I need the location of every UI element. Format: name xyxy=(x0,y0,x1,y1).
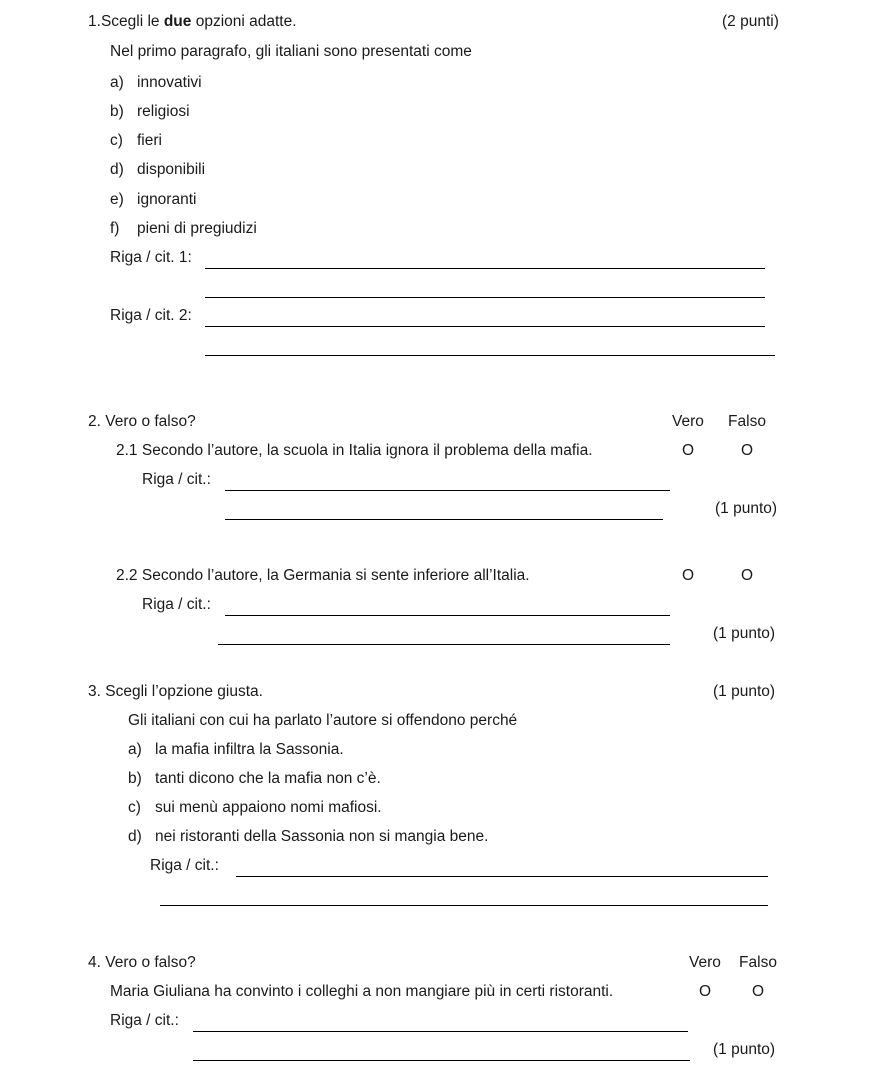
question-3-citation-line-2[interactable] xyxy=(160,905,768,906)
question-4-citation-label: Riga / cit.: xyxy=(110,1012,179,1029)
question-4-marker-falso[interactable]: O xyxy=(751,983,765,1000)
question-1-citation-2-label: Riga / cit. 2: xyxy=(110,307,192,324)
question-3-option-d-text[interactable]: nei ristoranti della Sassonia non si mangia bene. xyxy=(155,828,489,845)
question-2-2-text: Secondo l’autore, la Germania si sente inferiore all’Italia. xyxy=(141,567,530,584)
question-2-number: 2. xyxy=(88,413,101,430)
question-1-option-c-text[interactable]: fieri xyxy=(137,132,162,149)
question-1-option-a-letter[interactable]: a) xyxy=(110,74,124,91)
question-2-2-citation-line-2[interactable] xyxy=(218,644,670,645)
question-4-heading xyxy=(88,953,196,972)
question-2-1-citation-line-2[interactable] xyxy=(225,519,663,520)
question-2-2-points: (1 punto) xyxy=(713,625,776,642)
question-1-option-f-text[interactable]: pieni di pregiudizi xyxy=(137,220,257,237)
question-4-column-header-falso: Falso xyxy=(739,954,777,971)
question-4-number: 4. xyxy=(88,954,101,971)
question-2-2-number: 2.2 xyxy=(116,567,138,584)
question-4-citation-line-1[interactable] xyxy=(193,1031,688,1032)
question-1-citation-1-line-1[interactable] xyxy=(205,268,765,269)
question-1-option-e-text[interactable]: ignoranti xyxy=(137,191,197,208)
question-3-heading xyxy=(88,682,263,701)
question-1-option-a-text[interactable]: innovativi xyxy=(137,74,202,91)
question-1-option-d-letter[interactable]: d) xyxy=(110,161,124,178)
question-2-2-citation-label: Riga / cit.: xyxy=(142,596,211,613)
question-2-1-marker-vero[interactable]: O xyxy=(681,442,695,459)
question-4-statement: Maria Giuliana ha convinto i colleghi a non mangiare più in certi ristoranti. xyxy=(110,983,614,1000)
question-1-number: 1. xyxy=(88,13,101,30)
question-1-option-f-letter[interactable]: f) xyxy=(110,220,120,237)
question-3-option-c-text[interactable]: sui menù appaiono nomi mafiosi. xyxy=(155,799,382,816)
question-2-2-citation-line-1[interactable] xyxy=(225,615,670,616)
question-4-column-header-vero: Vero xyxy=(689,954,721,971)
question-3-prompt: Scegli l’opzione giusta. xyxy=(105,683,263,700)
question-1-option-d-text[interactable]: disponibili xyxy=(137,161,206,178)
question-2-prompt: Vero o falso? xyxy=(105,413,196,430)
question-1-intro: Nel primo paragrafo, gli italiani sono presentati come xyxy=(110,43,472,60)
question-4-prompt: Vero o falso? xyxy=(105,954,196,971)
question-2-column-header-vero: Vero xyxy=(672,413,704,430)
question-1-points: (2 punti) xyxy=(722,13,779,30)
question-1-option-b-text[interactable]: religiosi xyxy=(137,103,190,120)
question-3-option-d-letter[interactable]: d) xyxy=(128,828,142,845)
question-3-citation-label: Riga / cit.: xyxy=(150,857,219,874)
question-3-option-b-text[interactable]: tanti dicono che la mafia non c’è. xyxy=(155,770,381,787)
question-3-option-a-letter[interactable]: a) xyxy=(128,741,142,758)
question-1-option-c-letter[interactable]: c) xyxy=(110,132,123,149)
question-2-column-header-falso: Falso xyxy=(728,413,766,430)
question-1-citation-1-label: Riga / cit. 1: xyxy=(110,249,192,266)
question-2-1-marker-falso[interactable]: O xyxy=(740,442,754,459)
question-3-number: 3. xyxy=(88,683,101,700)
question-1-prompt-after: opzioni adatte. xyxy=(191,13,297,30)
question-3-citation-line-1[interactable] xyxy=(236,876,768,877)
question-4-points: (1 punto) xyxy=(713,1041,776,1058)
question-1-prompt-before: Scegli le xyxy=(100,13,164,30)
question-1-citation-2-line-1[interactable] xyxy=(205,326,765,327)
question-4-marker-vero[interactable]: O xyxy=(698,983,712,1000)
question-3-option-b-letter[interactable]: b) xyxy=(128,770,142,787)
question-3-option-a-text[interactable]: la mafia infiltra la Sassonia. xyxy=(155,741,344,758)
question-2-heading xyxy=(88,412,196,431)
question-2-1-citation-line-1[interactable] xyxy=(225,490,670,491)
question-2-2-marker-falso[interactable]: O xyxy=(740,567,754,584)
question-2-1-points: (1 punto) xyxy=(715,500,778,517)
question-1-option-b-letter[interactable]: b) xyxy=(110,103,124,120)
question-2-2-marker-vero[interactable]: O xyxy=(681,567,695,584)
question-3-intro: Gli italiani con cui ha parlato l’autore si offendono perché xyxy=(128,712,518,729)
question-4-citation-line-2[interactable] xyxy=(193,1060,690,1061)
question-2-1-citation-label: Riga / cit.: xyxy=(142,471,211,488)
question-2-1-statement xyxy=(116,441,593,460)
question-1-citation-1-line-2[interactable] xyxy=(205,297,765,298)
question-2-1-number: 2.1 xyxy=(116,442,138,459)
question-1-heading xyxy=(88,12,297,31)
question-3-points: (1 punto) xyxy=(713,683,776,700)
question-3-option-c-letter[interactable]: c) xyxy=(128,799,141,816)
question-1-citation-2-line-2[interactable] xyxy=(205,355,775,356)
question-2-2-statement xyxy=(116,566,530,585)
question-2-1-text: Secondo l’autore, la scuola in Italia ignora il problema della mafia. xyxy=(141,442,593,459)
question-1-prompt-bold: due xyxy=(163,13,192,30)
question-1-option-e-letter[interactable]: e) xyxy=(110,191,124,208)
